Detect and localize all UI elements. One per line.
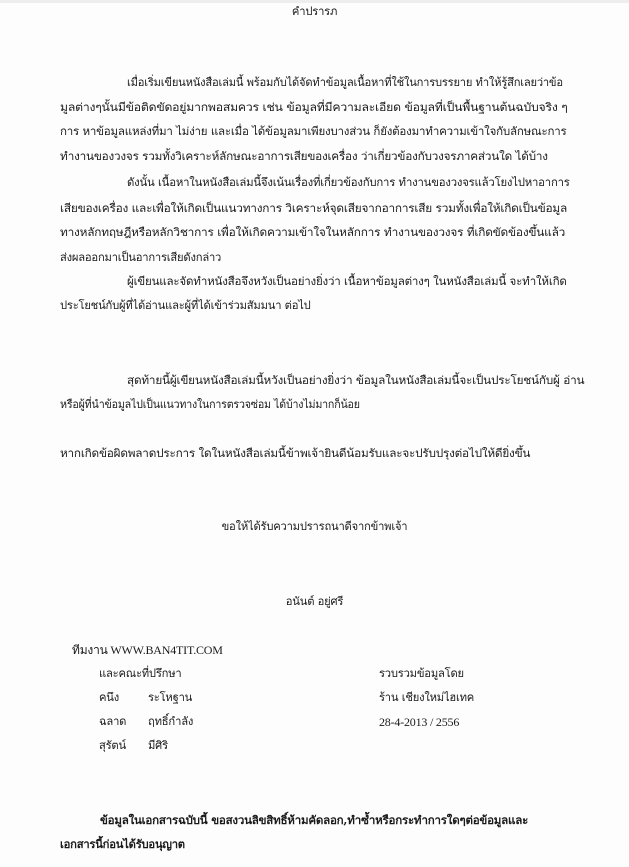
member-3-first: สุรัตน์ — [99, 739, 126, 752]
paragraph-1-line-1: เมื่อเริ่มเขียนหนังสือเล่มนี้ พร้อมกับได้จัดทำข้อมูลเนื้อหาที่ใช้ในการบรรยาย ทำให้รู้สึกเลยว่าข้อ — [127, 76, 563, 89]
paragraph-3-line-2: ประโยชน์กับผู้ที่ได้อ่านและผู้ที่ได้เข้าร่วมสัมมนา ต่อไป — [60, 299, 311, 312]
paragraph-5: หากเกิดข้อผิดพลาดประการ ใดในหนังสือเล่มนี้ข้าพเจ้ายินดีน้อมรับและจะปรับปรุงต่อไปให้ดียิ่งขึ้น — [60, 447, 531, 460]
compiled-date: 28-4-2013 / 2556 — [379, 715, 460, 729]
page-title: คำปรารภ — [291, 5, 338, 18]
paragraph-2-line-3: ทางหลักทฤษฎีหรือหลักวิชาการ เพื่อให้เกิดความเข้าใจในหลักการ ทำงานของวงจร ที่เกิดขัดข้องขึ้นแล้ว — [60, 226, 566, 239]
paragraph-1-line-2: มูลต่างๆนั้นมีข้อติดขัดอยู่มากพอสมควร เช่น ข้อมูลที่มีความละเอียด ข้อมูลที่เป็นพื้นฐานต้นฉบับจริง ๆ — [60, 101, 568, 114]
copyright-notice-line-2: เอกสารนี้ก่อนได้รับอนุญาต — [60, 837, 185, 851]
compiled-by-label: รวบรวมข้อมูลโดย — [379, 667, 464, 680]
author-name: อนันต์ อยู่ศรี — [285, 595, 344, 608]
member-2-first: ฉลาด — [99, 715, 127, 728]
member-2-last: ฤทธิ์กำลัง — [148, 715, 194, 728]
paragraph-4-line-1: สุดท้ายนี้ผู้เขียนหนังสือเล่มนี้หวังเป็นอย่างยิ่งว่า ข้อมูลในหนังสือเล่มนี้จะเป็นประโยชน์กับผู้ อ่าน — [127, 374, 585, 387]
compiled-by-shop: ร้าน เชียงใหม่ไฮเทค — [379, 691, 475, 704]
copyright-notice-line-1: ข้อมูลในเอกสารฉบับนี้ ขอสงวนลิขสิทธิ์ห้ามคัดลอก,ทำซ้ำหรือกระทำการใดๆต่อข้อมูลและ — [100, 813, 529, 827]
member-1-first: คนึง — [99, 691, 119, 704]
closing-line: ขอให้ได้รับความปรารถนาดีจากข้าพเจ้า — [221, 520, 408, 533]
member-1-last: ระโหฐาน — [148, 691, 193, 704]
member-3-last: มีศิริ — [148, 739, 168, 752]
paragraph-3-line-1: ผู้เขียนและจัดทำหนังสือจึงหวังเป็นอย่างยิ่งว่า เนื้อหาข้อมูลต่างๆ ในหนังสือเล่มนี้ จะทำให้เกิด — [127, 275, 567, 288]
team-heading: ทีมงาน WWW.BAN4TIT.COM — [72, 643, 223, 657]
paragraph-2-line-2: เสียของเครื่อง และเพื่อให้เกิดเป็นแนวทางการ วิเคราะห์จุดเสียจากอาการเสีย รวมทั้งเพื่อให้เกิดเป็นข้อมูล — [60, 202, 568, 215]
paragraph-2-line-1: ดังนั้น เนื้อหาในหนังสือเล่มนี้จึงเน้นเรื่องที่เกี่ยวข้องกับการ ทำงานของวงจรแล้วโยงไปหาอาการ — [127, 176, 570, 189]
paragraph-2-line-4: ส่งผลออกมาเป็นอาการเสียดังกล่าว — [60, 251, 222, 264]
paragraph-4-line-2: หรือผู้ที่นำข้อมูลไปเป็นแนวทางในการตรวจซ่อม ได้บ้างไม่มากก็น้อย — [60, 398, 360, 411]
team-subheading: และคณะที่ปรึกษา — [99, 667, 182, 680]
paragraph-1-line-4: ทำงานของวงจร รวมทั้งวิเคราะห์ลักษณะอาการเสียของเครื่อง ว่าเกี่ยวข้องกับวงจรภาคส่วนใด ได้บ้าง — [60, 150, 548, 163]
paragraph-1-line-3: การ หาข้อมูลแหล่งที่มา ไม่ง่าย และเมื่อ ได้ข้อมูลมาเพียงบางส่วน ก็ยังต้องมาทำความเข้าใจกับลักษณะการ — [60, 125, 567, 138]
